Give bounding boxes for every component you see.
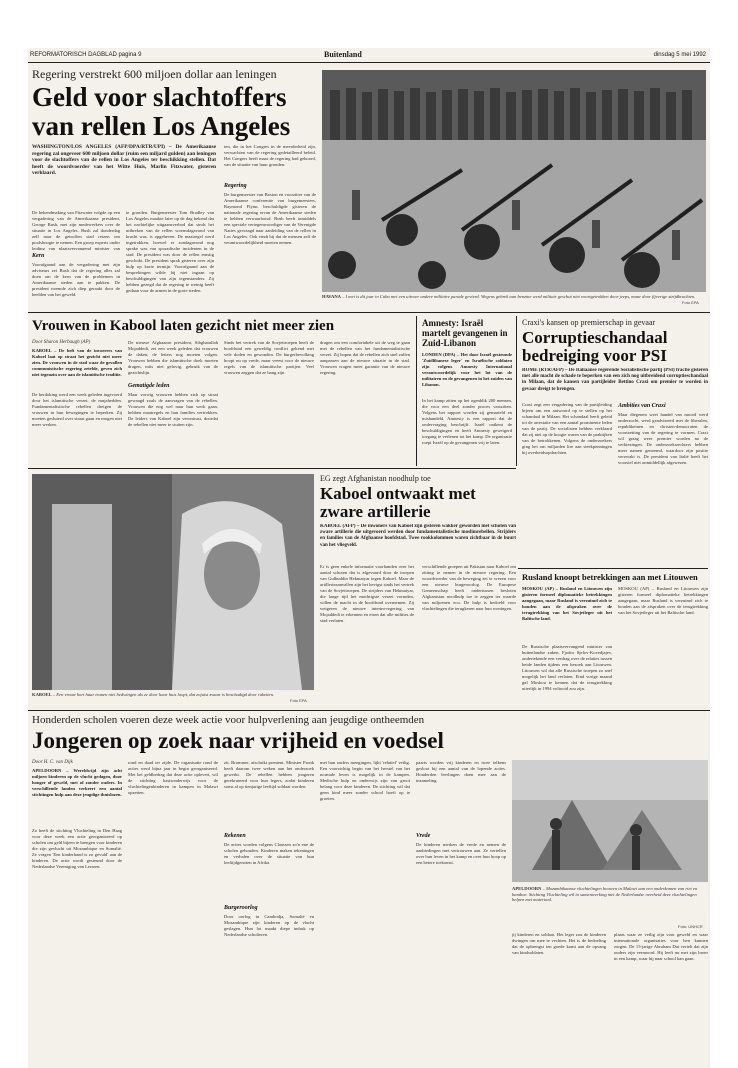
schools-col3c: Door oorlog in Cambodja, Somalië en Mozambique zijn kinderen op de vlucht geslagen. Hun lot maakt diepe indruk op Nederlandse scholieren. <box>224 914 314 937</box>
havana-photo-credit: Foto EPA <box>682 300 699 305</box>
kabul-artillery-col2: verschillende groepen uit Pakistan naar Kaboel om zitting te nemen in de nieuwe regering. Een woordvoerder van de beweging zei te vrezen voor een nieuwe burgeroorlog. De Europese Gemeenschap heeft ondertussen besloten Afghanistan noodhulp toe te zeggen ter waarde van miljoenen ecu. De hulp is bedoeld voor vluchtelingen die terugkeren naar hun woningen. <box>422 564 516 611</box>
havana-caption <box>322 294 706 306</box>
la-body-col1b: Voorafgaand aan de vergadering met zijn adviseurs zei Bush dat de regering alles zal doen om de kern van de problemen in Amerikaanse steden aan te pakken. De president noemde zich diep geraakt door de beelden van het geweld. <box>32 262 120 297</box>
havana-caption-place: HAVANA <box>322 294 341 299</box>
craxi-subhead: Ambities van Craxi <box>618 403 666 409</box>
schools-kicker: Honderden scholen voeren deze week actie voor hulpverlening aan jeugdige ontheemden <box>32 714 425 726</box>
la-body-col3b: De burgemeester van Boston en voorzitter van de Amerikaanse conferentie van burgemeesters, Raymond Flynn, beschuldigde gisteren de nationale regering ervan de Amerikaanse steden te hebben verwaarloosd. Bush heeft inmiddels een speciale vertegenwoordiger van de Verenigde Naties gevraagd naar aanleiding van de rellen in Los Angeles. Ook vindt hij dat de mensen zelf de verantwoordelijkheid moeten nemen. <box>224 192 316 245</box>
russia-headline: Rusland knoopt betrekkingen aan met Litouwen <box>522 572 698 582</box>
craxi-lead: ROME (RTR/AFP) – De Italiaanse regerende Socialistische partij (PSI) fractie gisteren met alle macht de schade te beperken van een zich nog uitbreidend corruptieschandaal in Milaan, dat de kansen van partijleider Bettino Craxi om premier te worden in gevaar dreigt te brengen. <box>522 368 708 392</box>
kabul-artillery-headline: Kaboel ontwaakt met zware artillerie <box>320 484 476 521</box>
refugee-caption <box>512 886 708 922</box>
kabul-women-subhead: Gematigde leden <box>128 383 170 389</box>
refugee-photo-image <box>512 760 708 882</box>
craxi-col1: Craxi zegt een vergadering van de partijleiding bijeen om een antwoord op te stellen op het schandaal in Milaan. Het schandaal heeft geleid tot de arrestatie van een aantal prominente leden van de partij. De socialisten hebben verklaard dat zij niet op de hoogte waren van de praktijken van de betrokkenen. Volgens de onderzoekers ging het om miljarden lire aan steekpenningen bij overheidsopdrachten. <box>522 402 612 455</box>
kabul-caption-place: KABOEL <box>32 692 52 697</box>
page-date: dinsdag 5 mei 1992 <box>653 52 706 58</box>
page-header <box>28 48 710 63</box>
schools-byline: Door H. C. van Dijk <box>32 760 73 765</box>
article-los-angeles <box>32 68 316 141</box>
kabul-photo-credit: Foto EPA <box>290 698 307 703</box>
refugee-photo-credit: Foto: UNHCR <box>678 924 703 929</box>
schools-col3: zit. Brommer, afschrikt prentent. Minister Pronk heeft daarom twee weken aan het onderzoek gewerkt. De rebellen hebben jongeren gerekruteerd voor hun legers, zodat kinderen soms al op tienjarige leeftijd soldaat worden. <box>224 760 314 789</box>
refugee-caption-place: APELDOORN <box>512 886 542 891</box>
divider <box>28 710 710 711</box>
kabul-women-col4: dragen om een comfortabele uit de weg te gaan met de rebellen van het fundamentalistische verzet. Zij hopen dat de rebellen zich snel zullen aanpassen aan de nieuwe situatie in de stad. Vrouwen vragen meer garantie van de nieuwe regering. <box>320 340 410 375</box>
kabul-photo-caption <box>32 692 314 706</box>
craxi-headline: Corruptieschandaal bedreiging voor PSI <box>522 328 668 365</box>
la-subhead-kern: Kern <box>32 253 45 259</box>
amnesty-body: In het kamp zitten op het ogenblik 200 mensen, die voor een deel zonder proces vastzitten. Volgens het rapport worden zij gemarteld en mishandeld. Amnesty is een rapport dat de ondervraging beschrijft. Israël ontkent de beschuldigingen en heeft Amnesty geweigerd toegang te verlenen tot het kamp. De organisatie roept Israël op de gevangenen vrij te laten. <box>422 398 512 445</box>
divider <box>28 312 710 313</box>
newspaper-page <box>28 48 710 1068</box>
woman-photo-image <box>32 474 314 690</box>
amnesty-headline: Amnesty: Israël martelt gevangenen in Zuid-Libanon <box>422 318 508 348</box>
amnesty-lead: LONDEN (DPA) – Het door Israël gesteunde 'Zuidlibanese leger' en Israëlische soldaten zijn volgens Amnesty International verantwoordelijk voor het lot van de militairen en de gevangenen in het zuiden van Libanon. <box>422 352 512 387</box>
kabul-women-col3: Sinds het vertrek van de Sovjettroepen heeft de hoofdstad een geweldig conflict gekend met vele doden en gewonden. De burgerbevolking hoopt nu op vrede, maar vreest voor de nieuwe regels van de islamitische partijen. Veel vrouwen zeggen dat ze bang zijn. <box>224 340 314 375</box>
schools-col1: Zo heeft de stichting Vluchteling in Den Haag voor deze week een actie georganiseerd op scholen om geld bijeen te brengen voor kinderen die zijn gevlucht uit Mozambique en Somalië. Ze vragen 'Een kinderhand is zo gevuld' aan de kinderen. De actie wordt gesteund door de Nederlandse Vereniging van Leraren. <box>32 828 122 869</box>
kabul-women-byline: Door Sharon Herbaugh (AP) <box>32 340 91 345</box>
schools-col2: rond en daad ter zijde. De organisatie rond de acties werd bijna jaar in begin georganiseerd. Met het geldbedrag dat deze actie oplevert, wil de stichting basisonderwijs voor de vluchtelingenkinderen in kampen in Malawi opzetten. <box>128 760 218 795</box>
schools-subhead-vrede: Vrede <box>416 833 431 839</box>
refugee-caption-text: – Mozambikaanse vluchtelingen bouwen in Malawi aan een onderkomen van riet en bamboe. Stichting Vluchteling wil in samenwerking met de Nederlandse overheid deze vluchtelingen helpen met materiaal. <box>512 886 698 903</box>
masthead-left: REFORMATORISCH DAGBLAD pagina 9 <box>30 52 142 58</box>
kabul-caption-text: – Een vrouw kort haar tranen niet bedwingen als ze door haar huis loopt, dat zojuist zwaar is beschadigd door raketten. <box>51 692 275 697</box>
havana-parade-photo <box>322 70 706 292</box>
kabul-artillery-lead: KABOEL (AFP) – De inwoners van Kaboel zijn gisteren wakker geworden met schoten van zware artillerie die uitgevoerd werden door fundamentalistische moslimrebellen. Strijders en families van de Afghaanse hoofdstad. Twee rookkolommen waren zichtbaar in de buurt van het vliegveld. <box>320 524 516 548</box>
kabul-women-col2: De nieuwe Afghaanse president, Sibghatullah Mojaddedi, zei een week geleden dat vrouwen de daken, de letters nog moeten volgen. Vrouwen hebben die islamitische doek moeten dragen, mits niet gelovig, gebruik van de gezichtslijn. <box>128 340 218 375</box>
kabul-artillery-kicker: EG zegt Afghanistan noodhulp toe <box>320 474 431 483</box>
schools-subhead-rekenen: Rekenen <box>224 833 246 839</box>
la-subhead-regering: Regering <box>224 183 247 189</box>
craxi-kicker: Craxi's kansen op premierschap in gevaar <box>522 318 656 327</box>
la-body-col2: te gronden. Burgemeester Tom Bradley van Los Angeles maakte later op de dag bekend dat het nachtelijke uitgaansverbod dat sinds het uitbreken van de rellen woensdagavond van kracht was, is opgeheven. De maatregel werd ingetrokken, hoewel er zondagavond nog sprake was van sporadische incidenten in de stad. De president was door de rellen ernstig geschokt. De president sprak gisteren over zijn hulp op korte termijn. Voorafgaand aan de besprekingen wilde hij niet ingaan op beschuldigingen van zijn tegenstanders. Zij hebben gezegd dat de regering te weinig heeft gedaan voor de armen in de grote steden. <box>126 210 214 293</box>
parade-photo-image <box>322 70 706 292</box>
divider <box>516 316 517 466</box>
divider <box>416 316 417 466</box>
schools-headline: Jongeren op zoek naar vrijheid en voedsel <box>32 728 444 753</box>
schools-col7: plaats waar ze veilig zijn voor geweld en waar internationale organisaties voor hen kunnen zorgen. De 15-jarige Abraham Dut vertelt dat zijn ouders zijn vermoord. Hij leeft nu met zijn broer in een kamp, waar hij naar school kan gaan. <box>614 932 708 961</box>
refugee-photo <box>512 760 708 882</box>
kabul-women-headline: Vrouwen in Kabool laten gezicht niet meer zien <box>32 318 335 334</box>
havana-caption-text: – I mei is dit jaar in Cuba met een uitvoer andere militaire parade gevierd. Wegens gebrek aan benzine werd militair geschut niet voortgetrokken door jeeps, maar door fijverige strijdkrachten. <box>340 294 696 299</box>
la-kicker: Regering verstrekt 600 miljoen dollar aan leningen <box>32 67 277 81</box>
schools-col3b: De acties worden volgens Claassen zo'n ene de scholen gehouden. Kinderen maken tekeningen en verhalen over de situatie van hun leeftijdgenoten in Afrika. <box>224 842 314 865</box>
schools-subhead-burgeroorlog: Burgeroorlog <box>224 905 258 911</box>
schools-col6: jij kinderen en soldaat. Het leger zou de kinderen dwingen om mee te vechten. Het is de bedoeling dat de opbrengst ten goede komt aan de opvang van kindsoldaten. <box>512 932 606 955</box>
kabul-woman-photo <box>32 474 314 690</box>
divider <box>28 468 516 469</box>
schools-col4: met hun ouders meegingen, lijkt 'relatief' veilig. Een voorzichtig begin van het herstel van het normale leven is mogelijk in de kampen. Medische hulp en onderwijs zijn van groot belang voor deze kinderen. De stichting wil dat geen kind meer zonder school hoeft op te groeien. <box>320 760 410 801</box>
section-name: Buitenland <box>324 50 362 59</box>
russia-body-col1: De Russische plaatsvervangend minister van buitenlandse zaken, Fjodor Sjelov-Kovedjajev, ondertekende een verdrag over de relaties tussen beide landen tijdens een bezoek aan Litouwen. Litouwen wil dat alle Russische troepen zo snel mogelijk het land verlaten. Eind vorige maand gaf Moskou te kennen dat de terugtrekking uiterlijk in 1994 voltooid zou zijn. <box>522 644 612 691</box>
kabul-artillery-col1: Er is geen enkele informatie voorhanden over het aantal schoten dat is afgevuurd door de troepen van Gulbuddin Hekmatyar tegen Kaboel. Maar de artillerieaanvallen zijn het hevigst sinds het vertrek van de Sovjettroepen. De strijders van Hekmatyar, die lange tijd het machtigste verzet vormden, willen de macht in de hoofdstad overnemen. Zij weigeren de nieuwe interim-regering van Mojaddedi te erkennen en eisen dat alle milities de stad verlaten. <box>320 564 414 623</box>
la-body-col3: ten, die in het Congres in de meerderheid zijn, verwachten van de regering gedetailleerd beleid. Het Congres heeft maar de regering bad gehoord, van de situatie van huur gronden. <box>224 144 316 167</box>
divider <box>518 568 708 569</box>
kabul-women-col1: De herdoking werd een week geleden ingevoerd door het islamitische verzet, de mujahedden. Fundamentalistische rebellen dreigen de vrouwen in hun bewegingen te beperken. Zij moeten gesluierd over straat gaan en mogen niet meer werken. <box>32 392 122 427</box>
schools-col5b: De kinderen merken de vrede en nemen de aanbiedingen met vertrouwen aan. Ze vertellen over hun leven in het kamp en over hun hoop op een betere toekomst. <box>416 842 506 865</box>
la-headline: Geld voor slachtoffers van rellen Los Angeles <box>32 82 291 141</box>
russia-body-col2: MOSKOU (AP) – Rusland en Litouwen zijn gisteren formeel diplomatieke betrekkingen aangegaan, maar Rusland is verzuimd zich te houden aan de afspraken over de terugtrekking van het Sovjetleger uit het Baltische land. <box>618 586 708 615</box>
kabul-women-lead: KABOEL – De heft van de invoerers van Kaboel laat op straat het gezicht niet meer zien. De vrouwen in de stad waar de gevallen communistische regering zetelde, geven zich niet tegenzin over aan de islamitische traditie. <box>32 348 122 377</box>
schools-lead: APELDOORN – Wereldwijd zijn acht miljoen kinderen op de vlucht gedagen, door honger of geweld, met of zonder ouders. In verschillende landen verkeert een aantal stichtingen hulp aan deze jeugdige thuislozen. <box>32 768 122 797</box>
craxi-col2: Maar diegenen weet handel van moord werd onderzocht, werd geadviseerd met de liberalen, republikeinen en christen-democraten de voortzetting van de regering te vormen. Craxi wil graag weer premier worden na de verkiezingen. De onderzoeksrechters hebben meer namen genoemd, waardoor zijn positie verzwakt is. De president van Italië heeft het voorstel niet onmiddellijk afgewezen. <box>618 412 708 465</box>
russia-lead: MOSKOU (AP) – Rusland en Litouwen zijn gisteren formeel diplomatieke betrekkingen aangegaan, maar Rusland is verzuimd zich te houden aan de afspraken over de terugtrekking van het Sovjetleger uit het Baltische land. <box>522 586 612 621</box>
schools-col5: paarts worden vrij kinderen en twee telkens gesloot bij een aantal van de lopende acties. Honderden leerlingen doen mee aan de inzameling. <box>416 760 506 783</box>
la-body-col1: De bekendmaking van Fitzwater volgde op een vergadering van de Amerikaanse president, George Bush, met zijn medewerkers over de situatie in Los Angeles. Bush zal donderdag zelf naar de getroffen stad reizen om poolshoogte te nemen. Een groep experts onder leiding van plaatsvervangend minister van <box>32 210 120 250</box>
la-lead: WASHINGTON/LOS ANGELES (AFP/DPA/RTR/UPI) – De Amerikaanse regering zal ongeveer 600 miljoen dollar (ruim een miljard gulden) aan leningen voor de slachtoffers van de rellen in Los Angeles ter beschikking stellen. Dat heeft de woordvoerder van het Witte Huis, Marlin Fitzwater, gisteren verklaard. <box>32 144 216 177</box>
kabul-women-col2b: Maar vorwig vrouwen hebben zich op straat gewaagd zoals de aanvragen van de rebellen. Vrouwen die nog wel naar hun werk gaan, hebben maatregels en hun families vertrokken. De leiders van Kaboel zijn verontrust, doordat de rebellen niet meer te stuiten zijn. <box>128 392 218 427</box>
